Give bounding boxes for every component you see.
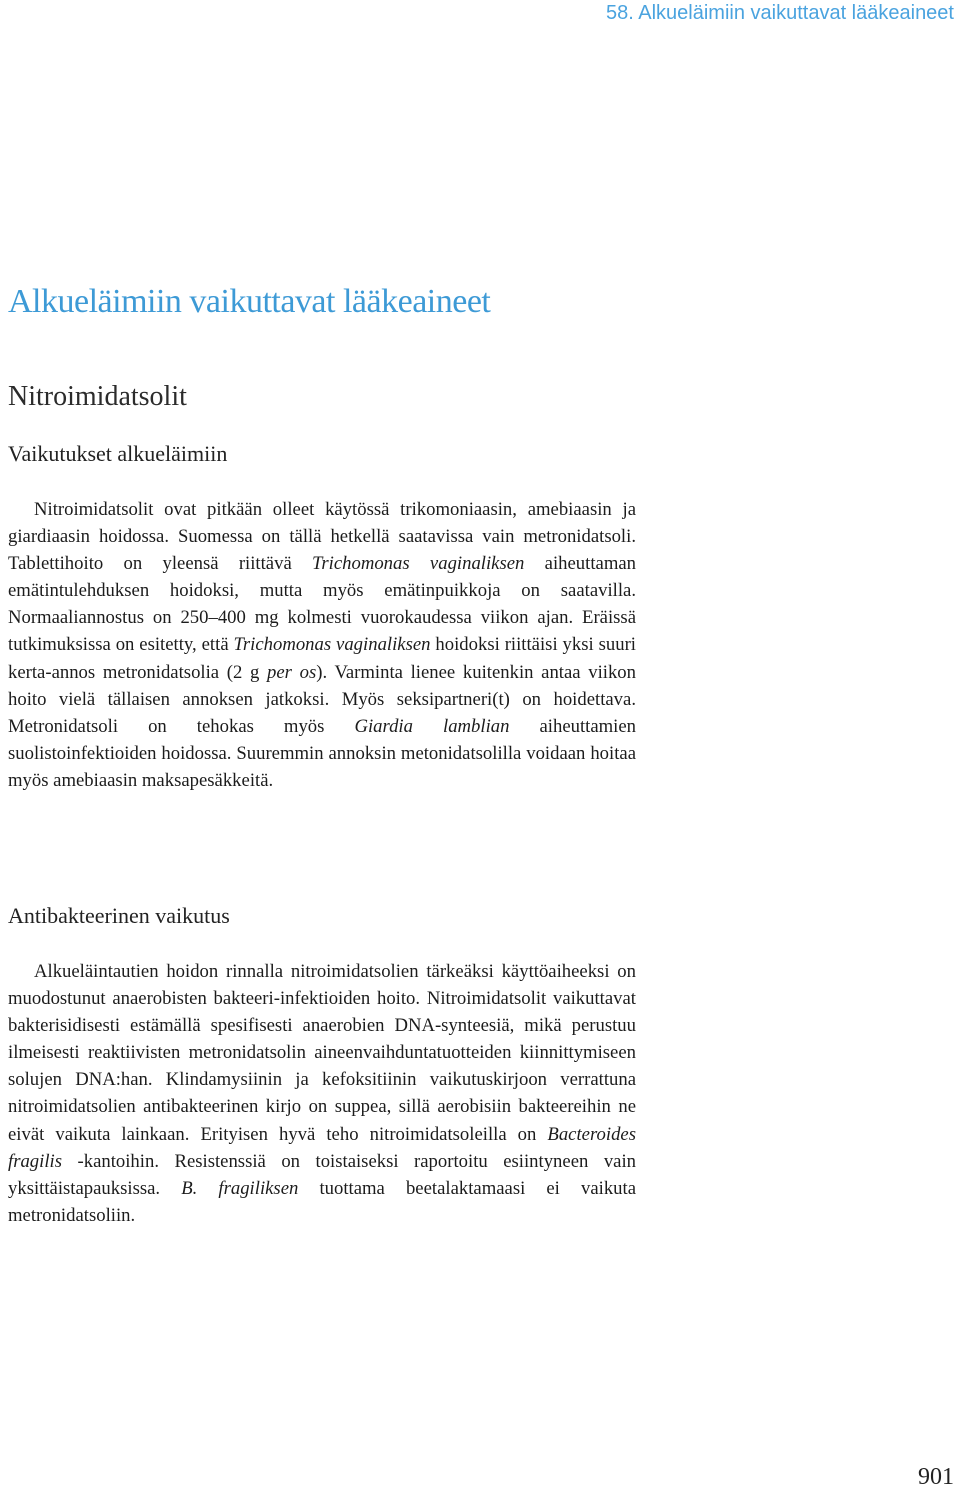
- subsection-title-antibacterial-effect: Antibakteerinen vaikutus: [8, 903, 230, 928]
- text-run: tuottama beetalaktamaasi ei vaikuta metronidatsoliin.: [8, 1177, 636, 1226]
- italic-term: Bacteroides fragilis: [8, 1123, 636, 1172]
- text-run: Alkueläintautien hoidon rinnalla nitroimidatsolien tärkeäksi käyttöaiheeksi on muodostunut anaerobisten bakteeri-infektioiden hoito. Nitroimidatsolit vaikuttavat bakterisidisesti estämällä spesifisesti anaerobien DNA-synteesiä, mikä perustuu ilmeisesti reaktiivisten metronidatsolin aineenvaihduntatuotteiden kiinnittymiseen solujen DNA:han. Klindamysiinin ja kefoksitiinin vaikutuskirjoon verrattuna nitroimidatsolien antibakteerinen kirjo on suppea, sillä aerobisiin bakteereihin ne eivät vaikuta lainkaan. Erityisen hyvä teho nitroimidatsoleilla on: [8, 961, 636, 1145]
- subsection-title-effects-on-protozoa: Vaikutukset alkueläimiin: [8, 441, 228, 466]
- italic-term: per os: [267, 661, 317, 683]
- text-run: Nitroimidatsolit ovat pitkään olleet käytössä trikomoniaasin, amebiaasin ja giardiaasin hoidossa. Suomessa on tällä hetkellä saatavissa vain metronidatsoli. Tablettihoito on yleensä riittävä: [8, 499, 636, 575]
- italic-term: B. fragiliksen: [181, 1177, 299, 1199]
- text-run: hoidoksi riittäisi yksi suuri kerta-annos metronidatsolia (2 g: [8, 634, 636, 683]
- text-run: ). Varminta lienee kuitenkin antaa viikon hoito vielä tällaisen annoksen jatkoksi. Myös seksipartneri(t) on hoidettava. Metronidatsoli on tehokas myös: [8, 661, 636, 737]
- text-run: aiheuttamien suolistoinfektioiden hoidossa. Suuremmin annoksin metonidatsolilla voidaan hoitaa myös amebiaasin maksapesäkkeitä.: [8, 715, 637, 791]
- page-number: 901: [918, 1464, 954, 1490]
- italic-term: Trichomonas vaginaliksen: [233, 634, 431, 656]
- italic-term: Trichomonas vaginaliksen: [312, 553, 525, 575]
- chapter-title: Alkueläimiin vaikuttavat lääkeaineet: [8, 283, 491, 320]
- running-header: 58. Alkueläimiin vaikuttavat lääkeaineet: [606, 2, 954, 24]
- paragraph-antibacterial-effect: [8, 958, 636, 1229]
- paragraph-effects-on-protozoa: [8, 496, 636, 794]
- italic-term: Giardia lamblian: [354, 715, 510, 737]
- text-run: aiheuttaman emätintulehduksen hoidoksi, mutta myös emätinpuikkoja on saatavilla. Normaaliannostus on 250–400 mg kolmesti vuorokaudessa viikon ajan. Eräissä tutkimuksissa on esitetty, että: [8, 553, 637, 656]
- text-run: -kantoihin. Resistenssiä on toistaiseksi raportoitu esiintyneen vain yksittäistapauksissa.: [8, 1150, 636, 1199]
- section-title: Nitroimidatsolit: [8, 381, 187, 412]
